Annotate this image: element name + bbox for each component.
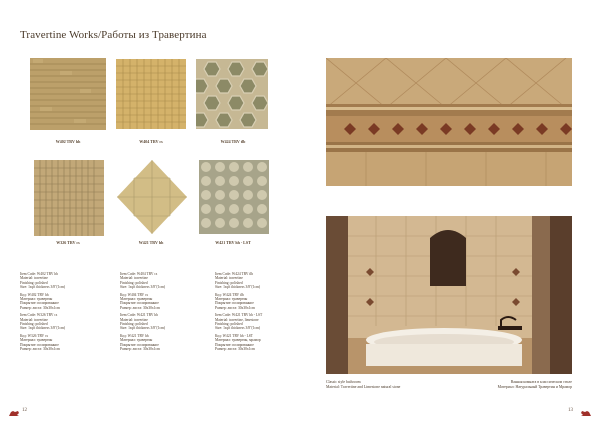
spec-line: Item Code: W404 TRV cs: [120, 272, 158, 276]
spec-line: Код: W404 TRV cs: [120, 292, 148, 297]
spec-line: Size: 1sqft thickness 3/8"(1cm): [20, 326, 66, 331]
tile-image-w421: [117, 160, 187, 234]
tile-caption: W404 TRV cs: [139, 139, 163, 144]
spec-line: Finishing: polished: [120, 280, 148, 285]
photo-caption-ru-line1: Ванная комната в классическом стиле: [510, 380, 572, 384]
spec-line: Item Code: W402 TRV hh: [20, 272, 58, 276]
spec-line: Материал: травертин, мрамор: [215, 338, 261, 343]
spec-line: Size: 1sqft thickness 3/8"(1cm): [215, 285, 261, 290]
spec-line: Item Code: W421 TRV hh - LST: [215, 313, 263, 318]
spec-line: Покрытие: полированное: [120, 301, 159, 306]
page-title: Travertine Works/Работы из Травертина: [20, 29, 207, 41]
tile-caption: W421 TRV hh - LST: [215, 240, 251, 245]
spec-line: Размер: листа: 30x30x1cm: [120, 305, 160, 310]
spec-line: Material: travertine: [20, 276, 48, 281]
tile-image-w421-lst: [199, 160, 269, 234]
tile-caption: W424 TRV tlb: [220, 139, 246, 144]
tile-caption: W326 TRV cs: [56, 240, 80, 245]
spec-line: Код: W421 TRV hh - LST: [215, 333, 253, 338]
page-number-right: 13: [568, 408, 573, 413]
spec-line: Размер: листа: 30x30x1cm: [20, 347, 60, 352]
spec-line: Размер: листа: 30x30x1cm: [20, 305, 60, 310]
spec-column-3: [215, 272, 301, 352]
spec-line: Материал: травертин: [120, 338, 153, 343]
spec-line: Item Code: W424 TRV tlb: [215, 272, 254, 276]
spec-line: Материал: травертин: [20, 297, 53, 302]
spec-line: Покрытие: полированное: [215, 301, 254, 306]
spec-line: Material: travertine: [120, 276, 148, 281]
tile-caption: W421 TRV hh: [138, 240, 164, 245]
tile-image-w404: [116, 59, 186, 129]
spec-line: Material: travertine: [215, 276, 243, 281]
spec-line: Материал: травертин: [215, 297, 248, 302]
spec-line: Material: travertine: [20, 317, 48, 322]
tile-caption: W402 TRV hh: [55, 139, 81, 144]
spec-line: Код: W421 TRV hh: [120, 333, 149, 338]
spec-line: Finishing: polished: [120, 322, 148, 327]
spec-line: Покрытие: полированное: [20, 342, 59, 347]
spec-line: Material: travertine: [120, 317, 148, 322]
spec-line: Код: W402 TRV hh: [20, 292, 49, 297]
spec-line: Finishing: polished: [20, 280, 48, 285]
spec-line: Код: W326 TRV cs: [20, 333, 48, 338]
spec-line: Finishing: polished: [20, 322, 48, 327]
spec-line: Material: travertine, limestone: [215, 317, 259, 322]
tile-image-w402: [30, 58, 106, 130]
photo-caption-ru-line2: Материал: Натуральный Травертин и Мрамор: [497, 384, 572, 389]
spec-line: Покрытие: полированное: [120, 342, 159, 347]
photo-bathroom: [326, 216, 572, 374]
spec-line: Размер: листа: 30x30x1cm: [120, 347, 160, 352]
photo-caption-en-line1: Classic style bathroom: [326, 380, 361, 384]
tile-image-w424: [196, 59, 268, 129]
photo-caption-en-line2: Material: Travertine and Limestone natural stone: [326, 384, 401, 389]
photo-travertine-wall: [326, 58, 572, 186]
spec-line: Покрытие: полированное: [20, 301, 59, 306]
spec-line: Покрытие: полированное: [215, 342, 254, 347]
spec-line: Размер: листа: 30x30x1cm: [215, 305, 255, 310]
spec-line: Finishing: polished: [215, 280, 243, 285]
spec-line: Size: 1sqft thickness 3/8"(1cm): [120, 326, 166, 331]
cat-logo-icon: [8, 409, 20, 417]
spec-column-1: [20, 272, 106, 352]
spec-line: Материал: травертин: [120, 297, 153, 302]
spec-line: Код: W424 TRV tlb: [215, 292, 244, 297]
spec-column-2: [120, 272, 206, 352]
spec-line: Материал: травертин: [20, 338, 53, 343]
spec-line: Finishing: polished: [215, 322, 243, 327]
cat-logo-icon: [580, 409, 592, 417]
page-number-left: 12: [22, 408, 27, 413]
spec-line: Item Code: W326 TRV cs: [20, 313, 58, 318]
tile-image-w326: [34, 160, 104, 236]
spec-line: Размер: листа: 30x30x1cm: [215, 347, 255, 352]
spec-line: Size: 1sqft thickness 3/8"(1cm): [120, 285, 166, 290]
photo-caption-en: [326, 380, 400, 390]
spec-line: Item Code: W421 TRV hh: [120, 313, 158, 318]
spec-line: Size: 1sqft thickness 3/8"(1cm): [20, 285, 66, 290]
spec-line: Size: 1sqft thickness 3/8"(1cm): [215, 326, 261, 331]
photo-caption-ru: [470, 380, 572, 390]
